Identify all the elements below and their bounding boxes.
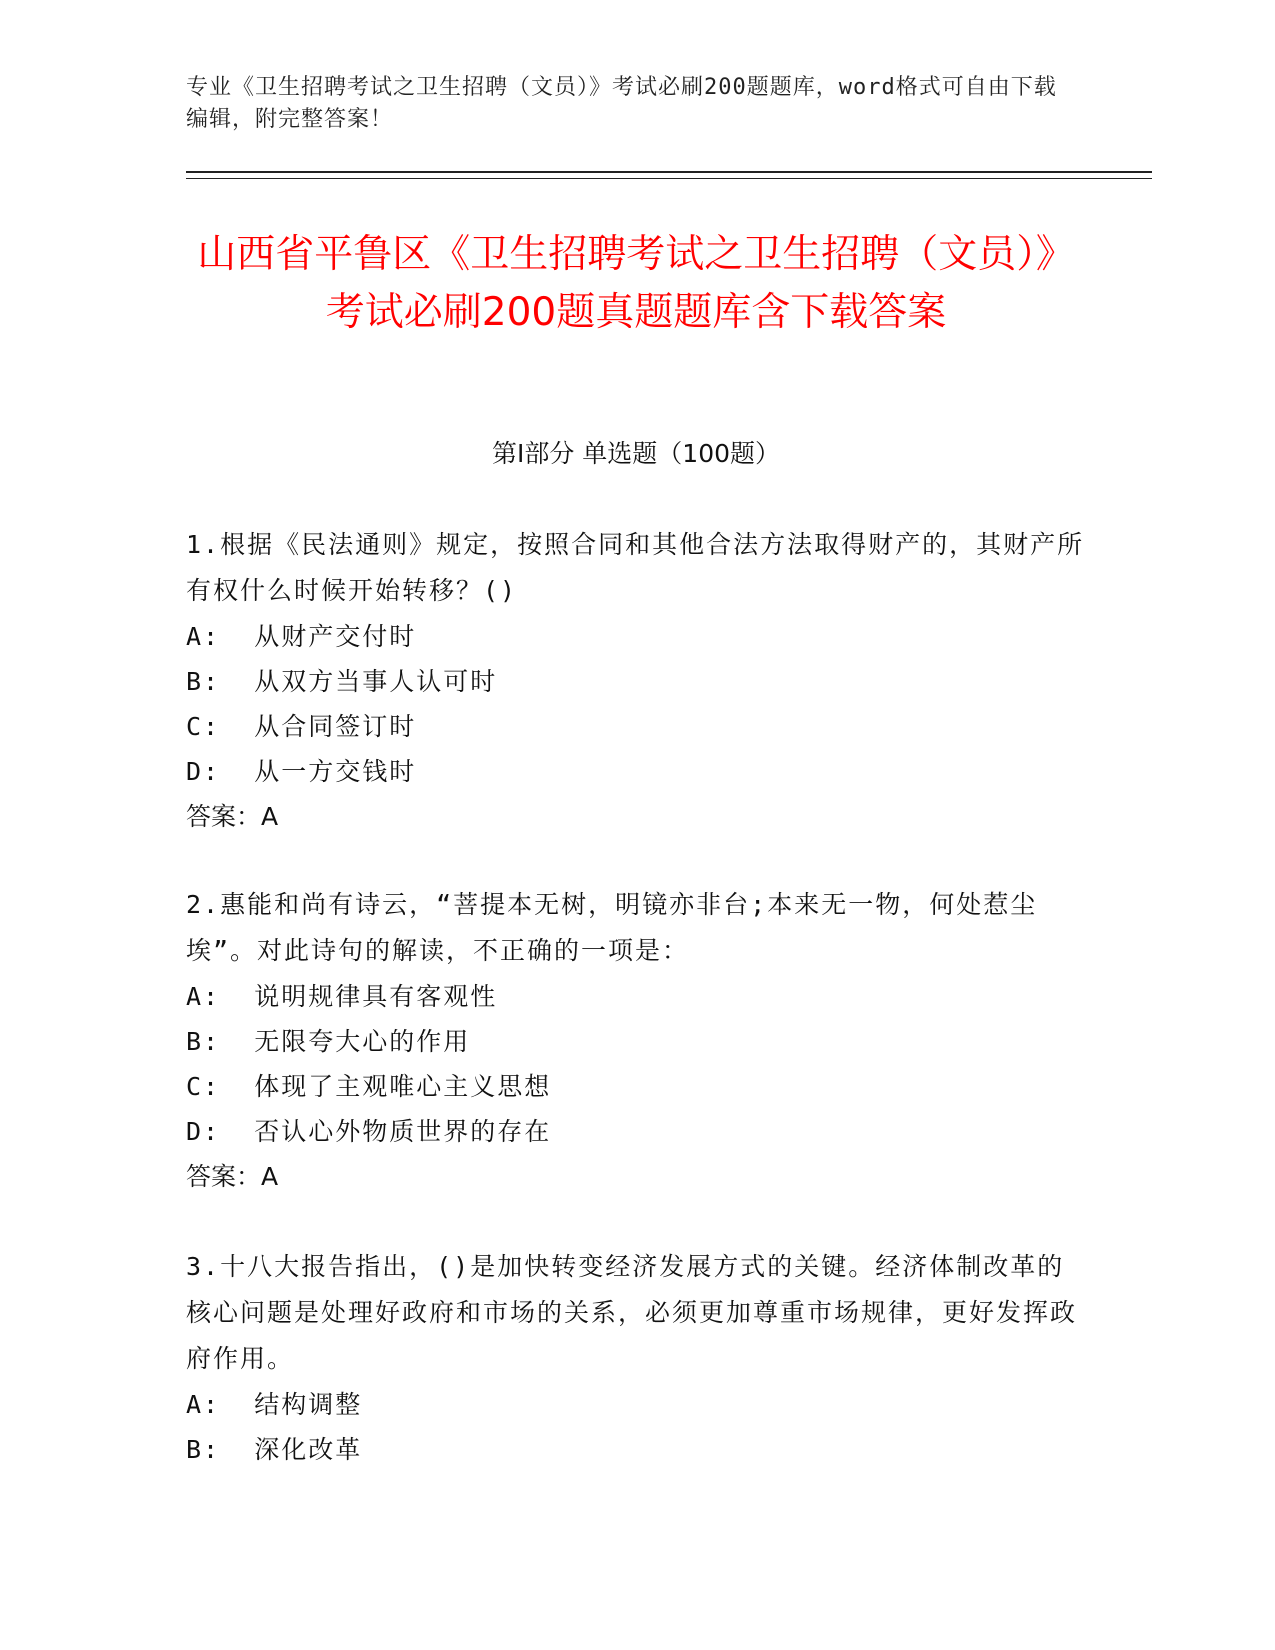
- option-b: B: 从双方当事人认可时: [186, 667, 498, 696]
- header-note: 专业《卫生招聘考试之卫生招聘（文员）》考试必刷200题题库，word格式可自由下载编辑，附完整答案！: [186, 75, 1057, 132]
- question-2: [186, 882, 1086, 1200]
- header-divider-thin: [186, 178, 1152, 179]
- document-title: 山西省平鲁区《卫生招聘考试之卫生招聘（文员）》考试必刷200题真题题库含下载答案: [197, 232, 1075, 335]
- answer-line: 答案：A: [186, 1162, 279, 1191]
- question-stem: 1.根据《民法通则》规定，按照合同和其他合法方法取得财产的，其财产所有权什么时候开始转移？(): [186, 530, 1085, 605]
- option-a: A: 从财产交付时: [186, 622, 417, 651]
- answer-line: 答案：A: [186, 802, 279, 831]
- question-1: [186, 522, 1086, 840]
- option-a: A: 说明规律具有客观性: [186, 982, 498, 1011]
- option-b: B: 深化改革: [186, 1435, 363, 1464]
- question-stem: 2.惠能和尚有诗云，“菩提本无树，明镜亦非台;本来无一物，何处惹尘埃”。对此诗句的解读，不正确的一项是：: [186, 890, 1038, 965]
- question-stem: 3.十八大报告指出，()是加快转变经济发展方式的关键。经济体制改革的核心问题是处理好政府和市场的关系，必须更加尊重市场规律，更好发挥政府作用。: [186, 1252, 1078, 1373]
- option-a: A: 结构调整: [186, 1390, 363, 1419]
- header-divider-thick: [186, 171, 1152, 173]
- question-3: [186, 1244, 1086, 1472]
- option-b: B: 无限夸大心的作用: [186, 1027, 471, 1056]
- option-c: C: 从合同签订时: [186, 712, 417, 741]
- option-d: D: 否认心外物质世界的存在: [186, 1117, 552, 1146]
- section-title: 第I部分 单选题（100题）: [491, 439, 781, 468]
- option-c: C: 体现了主观唯心主义思想: [186, 1072, 552, 1101]
- option-d: D: 从一方交钱时: [186, 757, 417, 786]
